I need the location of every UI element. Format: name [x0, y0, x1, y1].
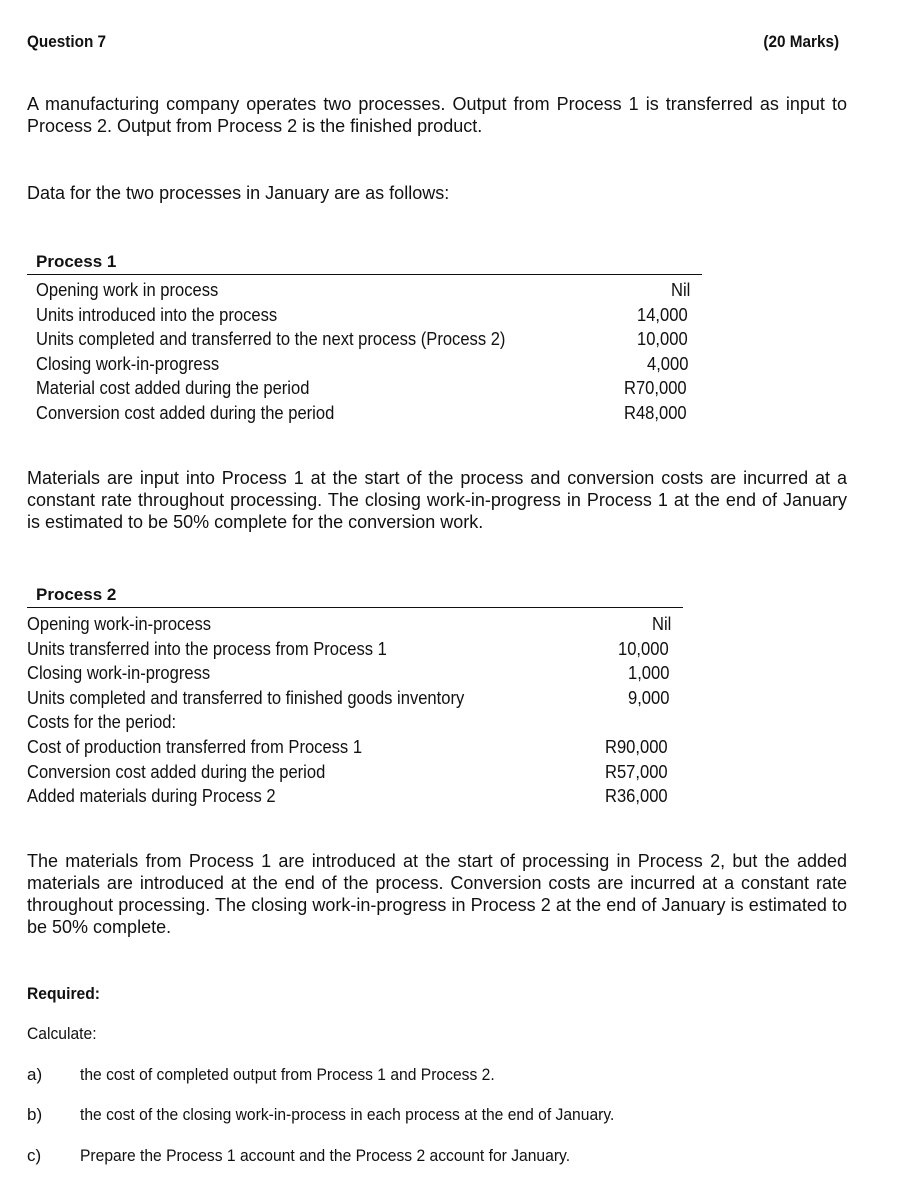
item-text: the cost of completed output from Process 1 and Process 2.: [80, 1065, 495, 1084]
row-label: Material cost added during the period: [36, 378, 310, 399]
list-item: [27, 1146, 613, 1166]
process2-rows: [27, 608, 683, 809]
table-row: [36, 401, 692, 426]
row-value: R70,000: [623, 378, 687, 399]
row-value: R57,000: [604, 761, 668, 782]
item-marker: b): [27, 1105, 43, 1124]
list-item: [27, 1105, 661, 1125]
process1-rows: [27, 275, 702, 426]
required-heading-text: Required:: [27, 984, 100, 1003]
row-label: Conversion cost added during the period: [36, 402, 335, 423]
row-label: Units completed and transferred to finished goods inventory: [27, 687, 465, 708]
row-label: Opening work-in-process: [27, 614, 212, 634]
row-label: Units introduced into the process: [36, 304, 278, 325]
question-number: Question 7: [27, 32, 107, 51]
data-intro: Data for the two processes in January are as follows:: [27, 183, 450, 203]
row-label: Closing work-in-progress: [36, 353, 220, 374]
row-label: Opening work in process: [36, 280, 219, 300]
table-row: [27, 612, 673, 637]
process2-title: Process 2: [36, 585, 117, 604]
table-row: [27, 686, 673, 711]
item-text: the cost of the closing work-in-process in each process at the end of January.: [80, 1105, 615, 1124]
row-value: Nil: [652, 614, 672, 634]
row-label: Units completed and transferred to the next process (Process 2): [36, 329, 506, 350]
calculate-text: Calculate:: [27, 1024, 97, 1043]
question-marks: (20 Marks): [763, 32, 839, 51]
row-value: R90,000: [604, 736, 668, 757]
row-label: Conversion cost added during the period: [27, 761, 326, 782]
calculate-label: [27, 1024, 103, 1044]
row-value: Nil: [671, 280, 691, 300]
row-label: Costs for the period:: [27, 712, 177, 733]
table-row: [36, 278, 692, 303]
item-marker: a): [27, 1065, 43, 1084]
table-row: [27, 637, 673, 662]
row-value: 1,000: [627, 663, 670, 684]
list-item: [27, 1065, 531, 1085]
row-value: R48,000: [623, 402, 687, 423]
row-label: Closing work-in-progress: [27, 663, 211, 684]
row-value: 9,000: [627, 687, 670, 708]
process1-table: [27, 250, 702, 426]
table-row: [27, 661, 673, 686]
row-value: 10,000: [617, 638, 669, 659]
table-row: [36, 303, 692, 328]
table-row: [36, 376, 692, 401]
process1-title: Process 1: [36, 252, 117, 271]
intro-paragraph: A manufacturing company operates two processes. Output from Process 1 is transferred as input to Process 2. Output from Process 2 is the finished product.: [27, 94, 847, 136]
row-value: 10,000: [636, 329, 688, 350]
item-marker: c): [27, 1146, 42, 1165]
process2-note: The materials from Process 1 are introduced at the start of processing in Process 2, but the added materials are introduced at the end of the process. Conversion costs are incurred at a constant rate throughout processing. The closing work-in-progress in Process 2 at the end of January is estimated to be 50% complete.: [27, 851, 847, 937]
table-row: [36, 327, 692, 352]
row-label: Units transferred into the process from Process 1: [27, 638, 387, 659]
table-row: [27, 735, 673, 760]
table-row: [27, 760, 673, 785]
table-row: [27, 784, 673, 809]
required-heading: [27, 984, 106, 1004]
row-label: Added materials during Process 2: [27, 786, 276, 807]
process1-note: Materials are input into Process 1 at the start of the process and conversion costs are incurred at a constant rate throughout processing. The closing work-in-progress in Process 1 at the end of January is estimated to be 50% complete for the conversion work.: [27, 468, 847, 532]
table-row: [27, 710, 673, 735]
table-row: [36, 352, 692, 377]
item-text: Prepare the Process 1 account and the Process 2 account for January.: [80, 1146, 571, 1165]
row-value: 4,000: [646, 353, 689, 374]
row-value: 14,000: [636, 304, 688, 325]
row-label: Cost of production transferred from Process 1: [27, 736, 363, 757]
row-value: R36,000: [604, 786, 668, 807]
process2-table: [27, 583, 683, 809]
